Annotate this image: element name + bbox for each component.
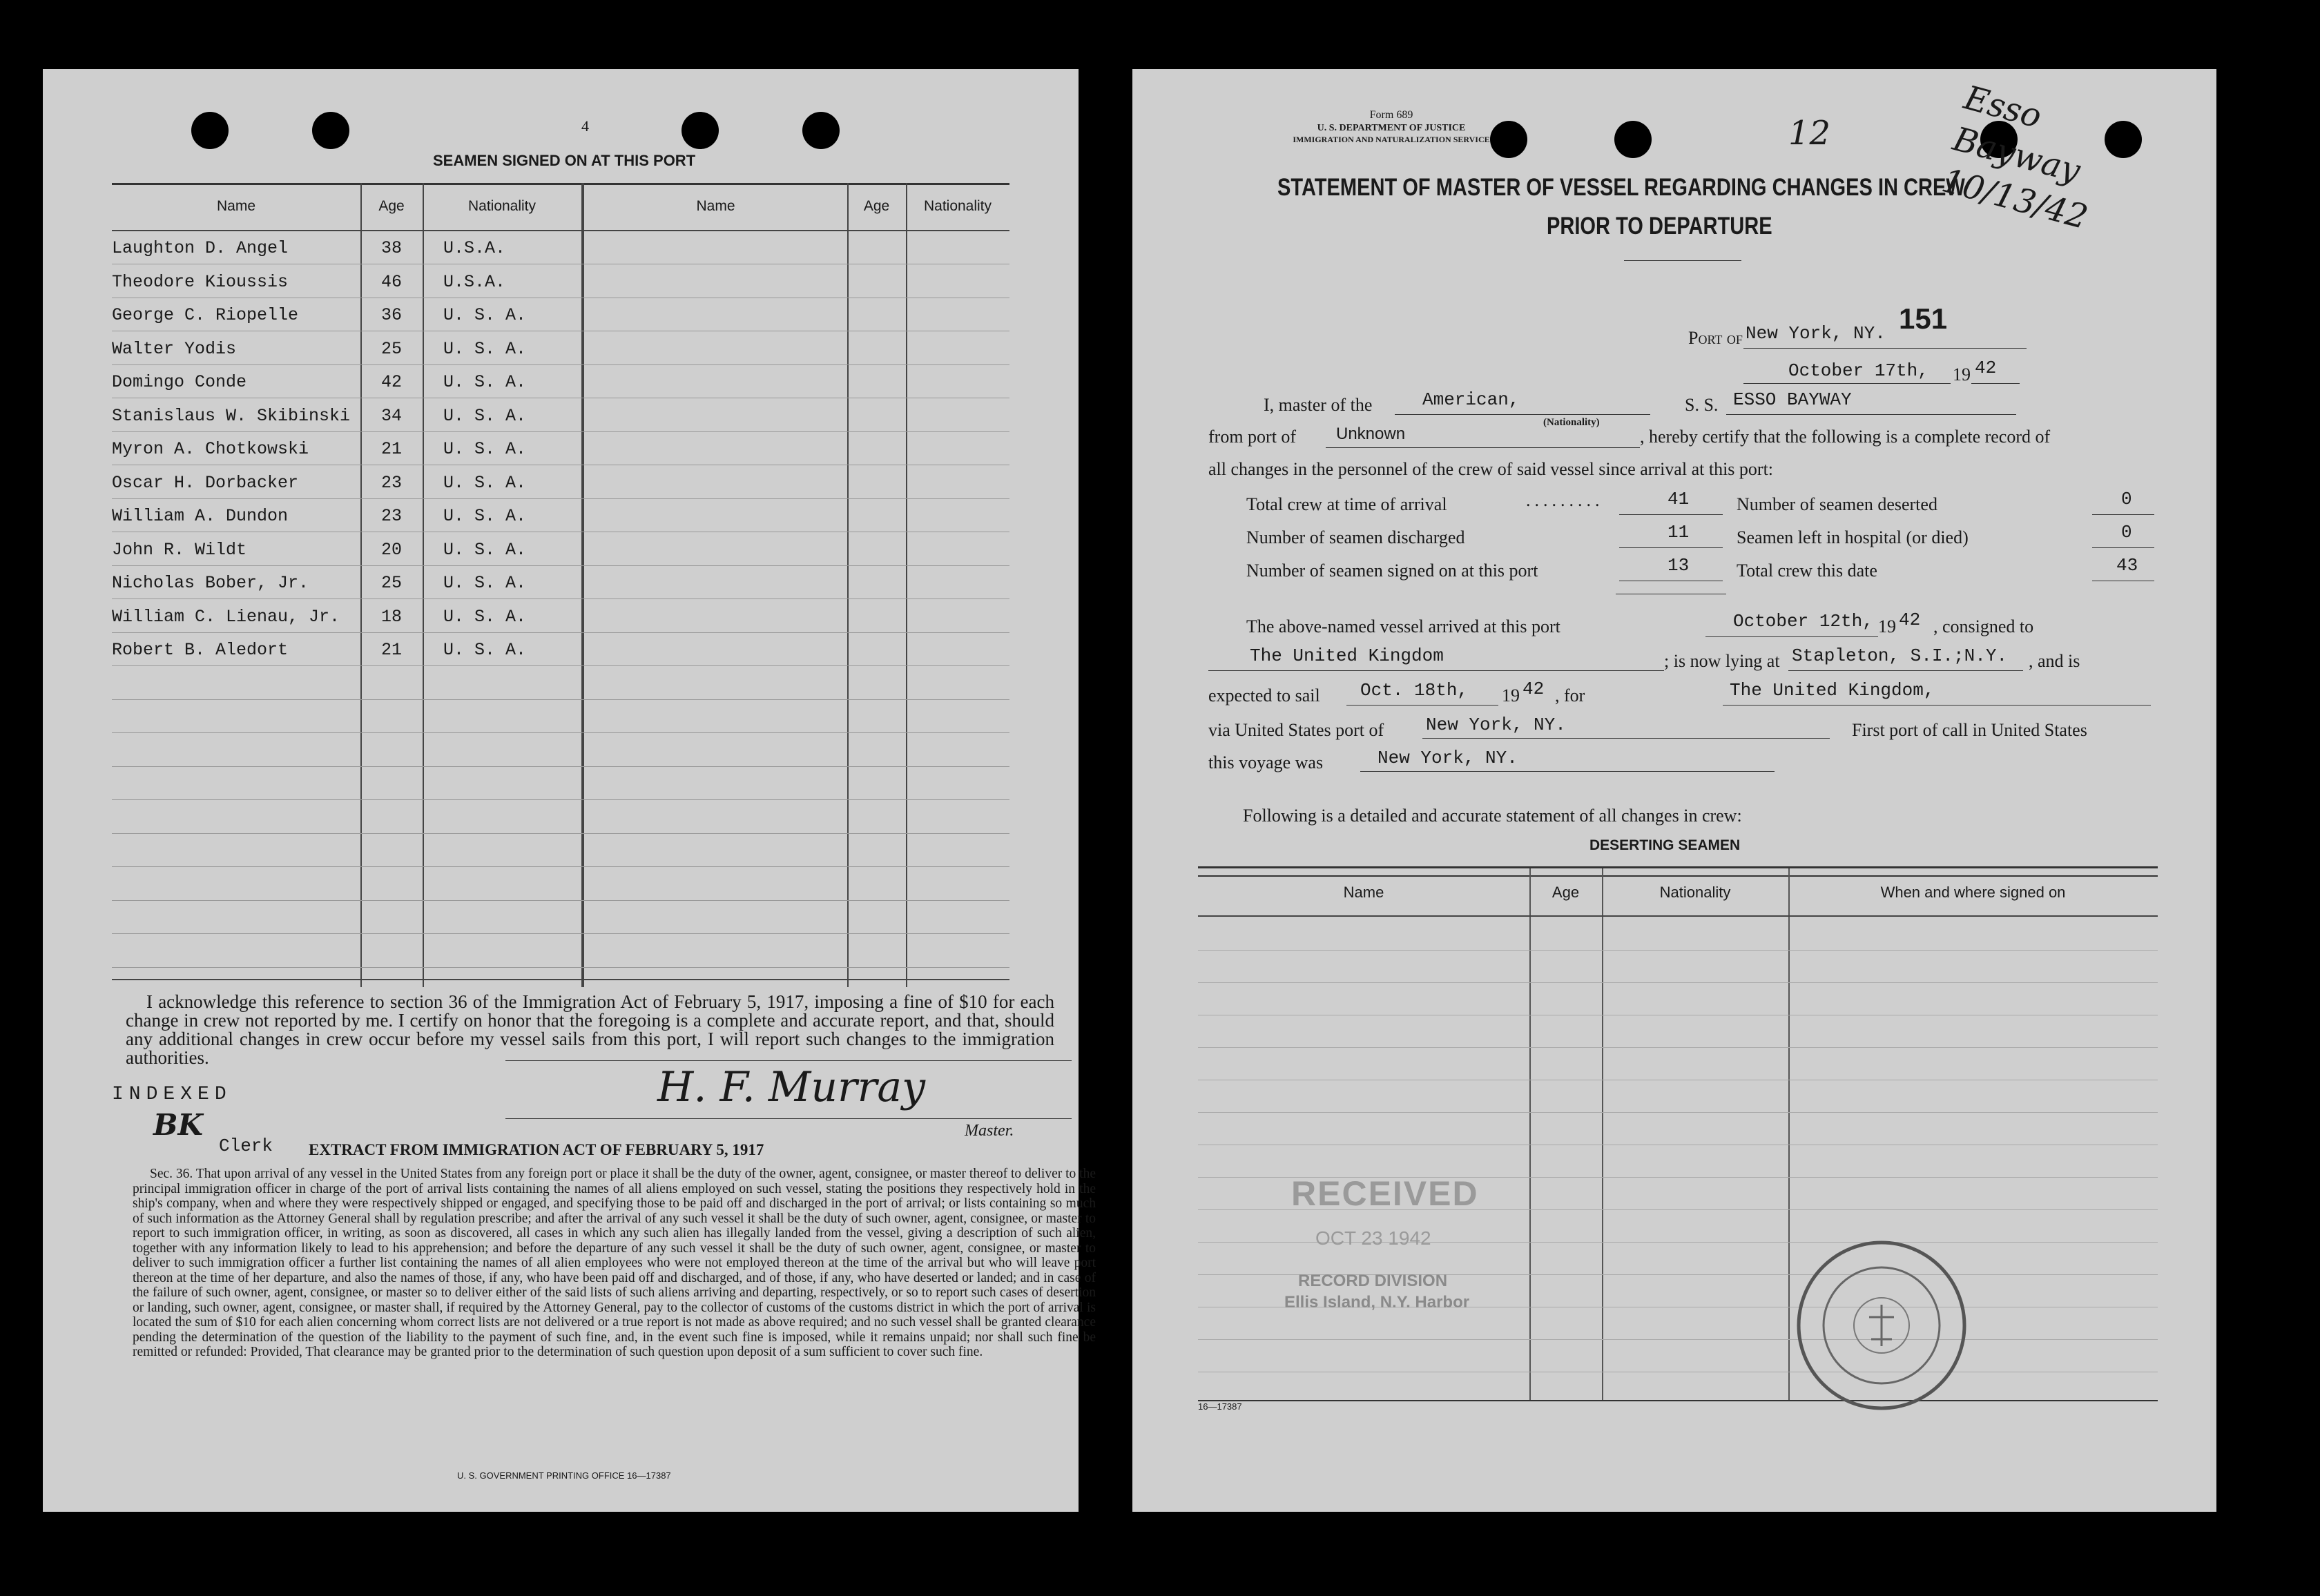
seaman-nationality-cell: U. S. A. (443, 405, 527, 426)
deserting-column-name: Name (1343, 884, 1384, 901)
stat-signed-on-label: Number of seamen signed on at this port (1246, 561, 1538, 581)
stat-signed-on-value: 13 (1668, 555, 1690, 576)
table-row-line (112, 598, 1009, 599)
seaman-age-cell: 42 (381, 372, 403, 392)
form-footer: 16—17387 (1198, 1401, 1242, 1412)
seaman-name-cell: Nicholas Bober, Jr. (112, 573, 309, 593)
stat-total-crew-arrival-value: 41 (1668, 489, 1690, 509)
extract-title: EXTRACT FROM IMMIGRATION ACT OF FEBRUARY 5, 1917 (309, 1141, 764, 1158)
seaman-name-cell: Laughton D. Angel (112, 238, 289, 258)
punch-hole (802, 112, 840, 149)
deserting-row-line (1198, 950, 2158, 951)
column-header-name: Name (216, 198, 256, 214)
port-label: Port of (1688, 328, 1743, 348)
from-port-value: Unknown (1336, 425, 1406, 443)
seaman-name-cell: Oscar H. Dorbacker (112, 472, 299, 493)
consigned-line (1208, 670, 1664, 671)
seaman-nationality-cell: U. S. A. (443, 305, 527, 325)
via-line (1422, 738, 1830, 739)
deserting-seamen-table (1198, 866, 2158, 1401)
seaman-age-cell: 38 (381, 238, 403, 258)
stat-total-crew-date-label: Total crew this date (1737, 561, 1877, 581)
statement-subtitle: PRIOR TO DEPARTURE (1547, 213, 1772, 240)
punch-hole (682, 112, 719, 149)
table-row-line (112, 732, 1009, 733)
left-page-title: SEAMEN SIGNED ON AT THIS PORT (433, 152, 696, 169)
extract-text: Sec. 36. That upon arrival of any vessel in the United States from any foreign port or place it shall be the duty of the owner, agent, consignee, or master thereof to deliver to the principal immigration officer in charge of the port of arrival lists containing the names of all aliens employed on such vessel, stating the positions they respectively hold in the ship's company, when and where they were respectively shipped or engaged, and specifying those to be paid off and discharged in the port of arrival; or lists containing so much of such information as the Attorney General shall by regulation prescribe; and after the arrival of any such vessel it shall be the duty of such owner, agent, consignee, or master to report to such immigration officer, in writing, as soon as discovered, all cases in which any such alien has illegally landed from the vessel, giving a description of such alien, together with any information likely to lead to his apprehension; and before the departure of any such vessel it shall be the duty of such owner, agent, consignee, or master to deliver to such immigration officer a further list containing the names of all alien employees who were not employed thereon at the time of the arrival but who will leave port thereon at the time of her departure, and also the names of those, if any, who have been paid off and discharged, and of those, if any, who have deserted or landed; and in case of the failure of such owner, agent, consignee, or master so to deliver either of the said lists of such aliens arriving and departing, respectively, or so to report such cases of desertion or landing, such owner, agent, consignee, or master shall, if required by the Attorney General, pay to the collector of customs of the customs district in which the port of arrival is located the sum of $10 for each alien concerning whom correct lists are not delivered or a true report is not made as above required; and no such vessel shall be granted clearance pending the determination of the question of the liability to the payment of such fine, and, in the event such fine is imposed, while it remains unpaid; nor shall such fine be remitted or refunded: Provided, That clearance may be granted prior to the determination of such question upon deposit of a sum sufficient to cover such fine. (133, 1167, 1096, 1359)
master-signature: H. F. Murray (657, 1063, 926, 1111)
nationality-caption: (Nationality) (1543, 417, 1600, 428)
for-label: , for (1555, 685, 1585, 705)
seaman-name-cell: William A. Dundon (112, 506, 289, 526)
year-line (1971, 383, 2020, 384)
from-port-label: from port of (1208, 427, 1297, 447)
consigned-value: The United Kingdom (1250, 645, 1444, 666)
seaman-age-cell: 20 (381, 539, 403, 560)
seaman-age-cell: 23 (381, 506, 403, 526)
acknowledgment-text: I acknowledge this reference to section 36 of the Immigration Act of February 5, 1917, imposing a fine of $10 for each change in crew not reported by me. I certify on honor that the foregoing is a complete and accurate report, and that, should any additional changes in crew occur before my vessel sails from this port, I will report such changes to the immigration authorities. (126, 991, 1054, 1068)
column-header-nationality: Nationality (467, 198, 536, 214)
port-line (1743, 348, 2027, 349)
voyage-label: this voyage was (1208, 752, 1324, 772)
seaman-name-cell: Theodore Kioussis (112, 271, 289, 292)
table-row-line (112, 431, 1009, 432)
master-signature-line (505, 1060, 1072, 1061)
expected-year: 42 (1522, 679, 1545, 699)
master-of-the-label: I, master of the (1264, 395, 1373, 415)
circular-seal-icon (1792, 1236, 1971, 1415)
vessel-name: ESSO BAYWAY (1733, 389, 1852, 410)
table-row-line (112, 364, 1009, 365)
column-header-name-2: Name (696, 198, 735, 214)
lying-label: ; is now lying at (1664, 651, 1780, 671)
printing-office: U. S. GOVERNMENT PRINTING OFFICE 16—17387 (457, 1470, 671, 1481)
stat-deserted-label: Number of seamen deserted (1737, 494, 1937, 514)
arrived-line (1705, 636, 1878, 637)
stat-line (1619, 514, 1723, 515)
table-row-line (112, 498, 1009, 499)
seaman-name-cell: Robert B. Aledort (112, 640, 289, 660)
following-text: Following is a detailed and accurate statement of all changes in crew: (1243, 806, 1742, 826)
column-header-age: Age (378, 198, 405, 214)
seaman-age-cell: 18 (381, 606, 403, 627)
deserting-row-line (1198, 1047, 2158, 1048)
seaman-age-cell: 34 (381, 405, 403, 426)
indexed-label: INDEXED (112, 1084, 232, 1105)
table-row-line (112, 833, 1009, 834)
first-port-label: First port of call in United States (1852, 720, 2087, 740)
punch-hole (191, 112, 229, 149)
stat-hospital-value: 0 (2121, 522, 2132, 543)
seaman-nationality-cell: U. S. A. (443, 573, 527, 593)
master-label: Master. (965, 1122, 1014, 1140)
form-number: Form 689 (1369, 109, 1413, 121)
stat-line (2092, 514, 2154, 515)
signature-underline (505, 1118, 1072, 1119)
seaman-age-cell: 25 (381, 573, 403, 593)
clerk-label: Clerk (219, 1136, 273, 1156)
received-date: OCT 23 1942 (1315, 1227, 1431, 1249)
seaman-age-cell: 21 (381, 640, 403, 660)
seaman-nationality-cell: U. S. A. (443, 606, 527, 627)
stat-discharged-label: Number of seamen discharged (1246, 527, 1465, 547)
table-row-line (112, 866, 1009, 867)
consigned-label: , consigned to (1933, 616, 2034, 636)
seaman-age-cell: 25 (381, 338, 403, 359)
column-header-age-2: Age (863, 198, 890, 214)
stat-total-crew-arrival-label: Total crew at time of arrival (1246, 494, 1447, 514)
seaman-nationality-cell: U. S. A. (443, 338, 527, 359)
seaman-name-cell: Stanislaus W. Skibinski (112, 405, 351, 426)
left-page (43, 69, 1096, 1512)
stat-discharged-value: 11 (1668, 522, 1690, 543)
seaman-name-cell: William C. Lienau, Jr. (112, 606, 340, 627)
ellis-island-label: Ellis Island, N.Y. Harbor (1284, 1293, 1470, 1312)
seaman-nationality-cell: U. S. A. (443, 372, 527, 392)
deserting-row-line (1198, 982, 2158, 983)
deserting-column-when-where: When and where signed on (1880, 884, 2066, 901)
stat-hospital-label: Seamen left in hospital (or died) (1737, 527, 1969, 547)
nationality-line (1395, 414, 1650, 415)
deserting-column-nationality: Nationality (1659, 884, 1731, 901)
table-row-line (112, 632, 1009, 633)
handwritten-corner-note: Esso Bayway 10/13/42 (1937, 78, 2092, 237)
seaman-nationality-cell: U.S.A. (443, 271, 506, 292)
voyage-line (1360, 771, 1775, 772)
department-name: U. S. DEPARTMENT OF JUSTICE (1317, 123, 1466, 133)
seaman-name-cell: Domingo Conde (112, 372, 247, 392)
seaman-nationality-cell: U. S. A. (443, 472, 527, 493)
stat-line (1619, 547, 1723, 548)
seaman-nationality-cell: U.S.A. (443, 238, 506, 258)
arrived-year: 42 (1899, 610, 1921, 630)
deserting-row-line (1198, 1339, 2158, 1340)
statement-title: STATEMENT OF MASTER OF VESSEL REGARDING CHANGES IN CREW (1277, 174, 1965, 201)
table-row-line (112, 766, 1009, 767)
certify-text: , hereby certify that the following is a complete record of (1640, 427, 2051, 447)
received-stamp: RECEIVED (1291, 1174, 1479, 1213)
punch-hole (312, 112, 349, 149)
arrived-value: October 12th, (1733, 611, 1873, 632)
table-row-line (112, 699, 1009, 700)
stat-deserted-value: 0 (2121, 489, 2132, 509)
arrived-label: The above-named vessel arrived at this port (1246, 616, 1560, 636)
seaman-nationality-cell: U. S. A. (443, 539, 527, 560)
lying-line (1788, 670, 2023, 671)
voyage-value: New York, NY. (1378, 748, 1518, 768)
nationality-value: American, (1422, 389, 1520, 410)
seaman-nationality-cell: U. S. A. (443, 640, 527, 660)
record-division: RECORD DIVISION (1298, 1272, 1448, 1290)
clerk-initials: BK (153, 1108, 204, 1142)
title-rule (1624, 260, 1741, 261)
right-page: Form 689 U. S. DEPARTMENT OF JUSTICE IMMIGRATION AND NATURALIZATION SERVICE 12 Esso Bayway 10/13/42 STATEMENT OF MASTER OF VESSEL REGARDING CHANGES IN CREW PRIOR TO DEPARTURE 151 Port of New York, NY. October 17th, 19 42 I, master of the American, (Nationality) S. S. ESSO BAYWAY from port of Unknown , hereby certify that the following is a complete record of all changes in the personnel of the crew of said vessel since arrival at this port: Total crew at time of arrival ......... 41 Number of seamen discharged 11 Number of seamen signed on at this port 13 Number of seamen deserted 0 Seamen left in hospital (or died) 0 Total crew this date 43 The above-named vessel arrived at this port October 12th, 19 42 , consigned to The United Kingdom ; is now lying at Stapleton, S.I.;N.Y. , and is expected to sail Oct. 18th, 19 42 , for The United Kingdom, via United States port of New York, NY. First port of call in United States this voyage was New York, NY. Following is a detailed and accurate statement of all changes in crew: DESERTING SEAMEN Name Age Nationality When and where signed on RECEIVED OCT 23 1942 RECORD DIVISION Ellis Island, N.Y. Harbor 16—17387 (1132, 69, 2216, 1512)
table-row-line (112, 900, 1009, 901)
from-port-line (1326, 447, 1640, 448)
table-row-line (112, 799, 1009, 800)
punch-hole (1614, 121, 1652, 158)
deserting-column-age: Age (1552, 884, 1580, 901)
date-value: October 17th, (1788, 360, 1928, 381)
seaman-name-cell: Walter Yodis (112, 338, 237, 359)
seaman-age-cell: 21 (381, 439, 403, 459)
seaman-nationality-cell: U. S. A. (443, 439, 527, 459)
port-value: New York, NY. (1746, 323, 1886, 344)
deserting-title: DESERTING SEAMEN (1589, 837, 1741, 853)
via-value: New York, NY. (1426, 714, 1566, 735)
expected-label: expected to sail (1208, 685, 1320, 705)
year-value: 42 (1975, 358, 1997, 378)
table-row-line (112, 565, 1009, 566)
expected-value: Oct. 18th, (1360, 680, 1469, 701)
handwritten-number: 12 (1788, 114, 1831, 153)
seamen-signed-on-table (112, 183, 1009, 987)
seaman-name-cell: George C. Riopelle (112, 305, 299, 325)
date-line (1743, 383, 1951, 384)
year-prefix: 19 (1953, 364, 1971, 385)
stat-total-crew-date-value: 43 (2116, 555, 2138, 576)
seaman-age-cell: 46 (381, 271, 403, 292)
changes-text: all changes in the personnel of the crew of said vessel since arrival at this port: (1208, 459, 1774, 479)
seaman-age-cell: 36 (381, 305, 403, 325)
for-value: The United Kingdom, (1730, 680, 1935, 701)
seaman-name-cell: John R. Wildt (112, 539, 247, 560)
dot-leader: ......... (1526, 490, 1604, 510)
deserting-row-line (1198, 1112, 2158, 1113)
stamped-number: 151 (1899, 302, 1948, 335)
ss-label: S. S. (1685, 395, 1719, 415)
table-row-line (112, 933, 1009, 934)
column-header-nationality-2: Nationality (923, 198, 992, 214)
stat-line (2092, 547, 2154, 548)
table-row-line (112, 967, 1009, 968)
vessel-line (1726, 414, 2016, 415)
lying-value: Stapleton, S.I.;N.Y. (1792, 645, 2008, 666)
table-row-line (112, 665, 1009, 666)
seaman-nationality-cell: U. S. A. (443, 506, 527, 526)
via-label: via United States port of (1208, 720, 1384, 740)
service-name: IMMIGRATION AND NATURALIZATION SERVICE (1293, 135, 1490, 144)
and-is-label: , and is (2029, 651, 2080, 671)
seaman-name-cell: Myron A. Chotkowski (112, 439, 309, 459)
page-number: 4 (581, 117, 589, 135)
seaman-age-cell: 23 (381, 472, 403, 493)
